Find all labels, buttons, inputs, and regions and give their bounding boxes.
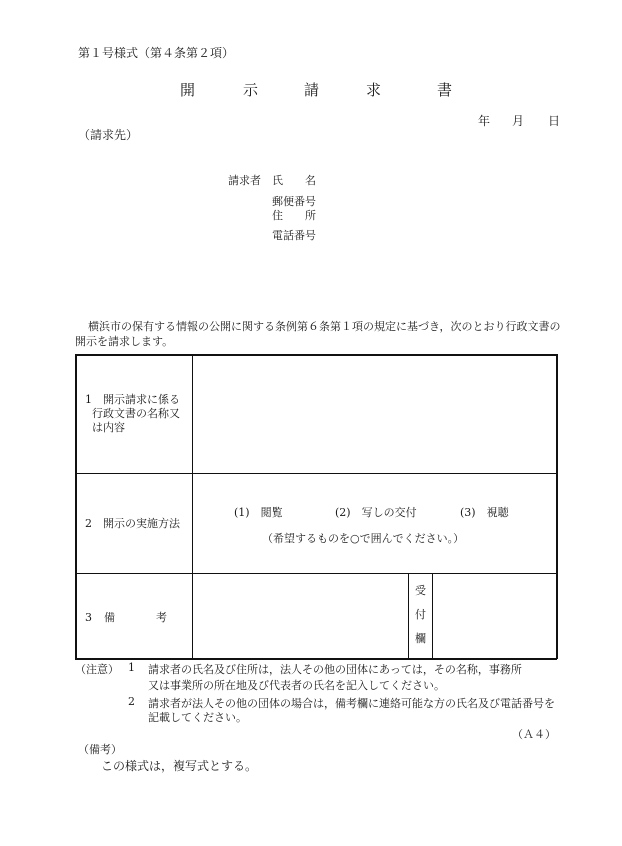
table-column-divider [192, 354, 193, 659]
note2-number: 2 [128, 695, 135, 708]
date-year-label: 年 [478, 114, 491, 128]
reception-char: 欄 [415, 632, 426, 645]
paper-size-label: （Ａ４） [512, 728, 556, 741]
title-char: 開 [180, 81, 196, 99]
requester-name-label: 氏 名 [272, 174, 316, 187]
body-text-line2: 開示を請求します。 [75, 335, 174, 348]
remarks-field[interactable] [194, 575, 407, 657]
table-border-left [75, 354, 77, 659]
row3-label-a: 備 [104, 611, 115, 624]
title-char: 書 [437, 81, 453, 99]
table-column-divider [432, 573, 433, 659]
requester-address-label: 住 所 [272, 209, 316, 222]
addressee-label: （請求先） [78, 128, 139, 142]
body-text-line1: 横浜市の保有する情報の公開に関する条例第６条第１項の規定に基づき，次のとおり行政文書の [88, 320, 561, 333]
title-char: 示 [243, 81, 259, 99]
row3-label-b: 考 [156, 611, 167, 624]
remarks-text: この様式は，複写式とする。 [101, 759, 258, 773]
note2-line1: 請求者が法人その他の団体の場合は，備考欄に連絡可能な方の氏名及び電話番号を [148, 697, 555, 710]
row1-label-line1: 開示請求に係る [103, 393, 180, 406]
reception-stamp-area [434, 575, 555, 657]
requester-role-label: 請求者 [228, 174, 261, 187]
note1-line2: 又は事業所の所在地及び代表者の氏名を記入してください。 [148, 679, 445, 692]
option-inspection[interactable]: (1) 閲覧 [234, 506, 283, 519]
table-column-divider [408, 573, 409, 659]
option-viewing[interactable]: (3) 視聴 [460, 506, 509, 519]
row2-number: 2 [85, 517, 92, 530]
document-name-field[interactable] [194, 356, 555, 472]
notes-heading: （注意） [75, 663, 119, 676]
requester-phone-label: 電話番号 [272, 229, 316, 242]
form-id: 第１号様式（第４条第２項） [78, 46, 235, 60]
remarks-heading: （備考） [78, 743, 122, 756]
table-border-right [556, 354, 558, 659]
row1-label-line3: は内容 [92, 421, 125, 434]
note1-line1: 請求者の氏名及び住所は，法人その他の団体にあっては，その名称，事務所 [148, 663, 522, 676]
table-border-bottom [75, 658, 557, 660]
note2-line2: 記載してください。 [148, 711, 247, 724]
row1-label-line2: 行政文書の名称又 [92, 407, 180, 420]
date-month-label: 月 [512, 114, 525, 128]
row3-number: 3 [85, 611, 92, 624]
row2-label: 開示の実施方法 [103, 517, 180, 530]
row1-number: 1 [85, 393, 92, 406]
option-copy-delivery[interactable]: (2) 写しの交付 [335, 506, 417, 519]
title-char: 求 [366, 81, 382, 99]
reception-char: 付 [415, 608, 426, 621]
table-row-divider [75, 573, 557, 574]
table-row-divider [75, 473, 557, 474]
title-char: 請 [304, 81, 320, 99]
note1-number: 1 [128, 661, 135, 674]
date-day-label: 日 [548, 114, 561, 128]
row2-instruction: （希望するものを○で囲んでください。） [262, 532, 465, 545]
reception-char: 受 [415, 584, 426, 597]
requester-postal-label: 郵便番号 [272, 195, 316, 208]
